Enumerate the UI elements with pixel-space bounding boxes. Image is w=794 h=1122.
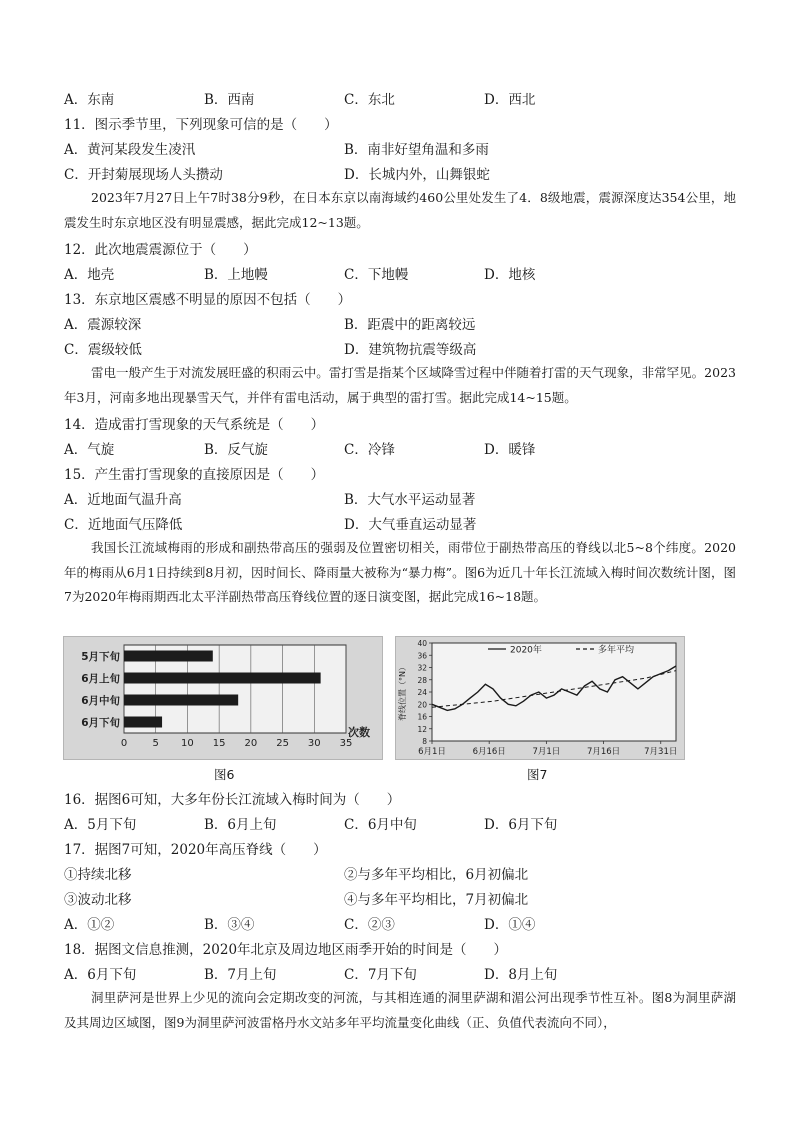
figure-6-caption: 图6 (214, 767, 235, 782)
fig6-category-label: 6月下旬 (81, 717, 120, 729)
q14-option-b: B．反气旋 (204, 442, 268, 458)
fig7-y-tick-label: 12 (417, 724, 427, 734)
figure-6 (63, 636, 383, 760)
fig7-y-tick-label: 20 (417, 700, 427, 710)
q18-option-b: B．7月上旬 (204, 967, 277, 983)
fig7-x-tick-label: 7月31日 (644, 747, 678, 757)
q17-option-a: A．①② (64, 917, 115, 933)
fig6-bar (124, 651, 213, 662)
fig6-category-label: 6月上旬 (81, 673, 120, 685)
q17-statement-1: ①持续北移 (64, 867, 132, 883)
q10-option-c: C．东北 (344, 92, 395, 108)
figure-6-chart (64, 637, 382, 759)
q18-option-d: D．8月上旬 (484, 967, 558, 983)
passage-thundersnow: 雷电一般产生于对流发展旺盛的积雨云中。雷打雪是指某个区域降雪过程中伴随着打雷的天气现象，非常罕见。2023年3月，河南多地出现暴雪天气，并伴有雷电活动，属于典型的雷打雪。据此完成14~15题。 (64, 365, 736, 405)
fig7-x-tick-label: 6月16日 (472, 747, 506, 757)
fig6-x-tick-label: 20 (244, 738, 258, 749)
q13-option-c: C．震级较低 (64, 342, 142, 358)
figure-7-caption: 图7 (527, 767, 548, 782)
q10-option-d: D．西北 (484, 92, 536, 108)
q12-option-d: D．地核 (484, 267, 536, 283)
q16-option-c: C．6月中旬 (344, 817, 417, 833)
q16-stem: 16．据图6可知，大多年份长江流域入梅时间为（ ） (64, 792, 401, 808)
q17-option-b: B．③④ (204, 917, 255, 933)
q12-option-c: C．下地幔 (344, 267, 409, 283)
fig7-y-axis-label: 脊线位置（°N） (398, 663, 407, 721)
fig7-y-tick-label: 36 (417, 651, 427, 661)
q11-option-a: A．黄河某段发生凌汛 (64, 142, 196, 158)
q15-option-d: D．大气垂直运动显著 (344, 517, 477, 533)
q14-option-a: A．气旋 (64, 442, 115, 458)
q17-statement-4: ④与多年平均相比，7月初偏北 (344, 892, 529, 908)
q11-option-c: C．开封菊展现场人头攒动 (64, 167, 223, 183)
q12-option-a: A．地壳 (64, 267, 115, 283)
fig6-x-tick-label: 0 (120, 738, 128, 749)
q17-option-d: D．①④ (484, 917, 536, 933)
fig7-y-tick-label: 8 (422, 737, 427, 746)
q15-option-c: C．近地面气压降低 (64, 517, 183, 533)
fig7-x-tick-label: 7月1日 (532, 747, 561, 757)
q18-option-c: C．7月下旬 (344, 967, 417, 983)
q15-stem: 15．产生雷打雪现象的直接原因是（ ） (64, 467, 325, 483)
passage-tonle-sap: 洞里萨河是世界上少见的流向会定期改变的河流，与其相连通的洞里萨湖和湄公河出现季节性互补。图8为洞里萨湖及其周边区域图，图9为洞里萨河波雷格丹水文站多年平均流量变化曲线（正、负值代表流向不同）， (64, 990, 736, 1030)
q14-option-d: D．暖锋 (484, 442, 536, 458)
q10-option-a: A．东南 (64, 92, 115, 108)
fig6-x-tick-label: 25 (276, 738, 289, 749)
fig7-legend-label: 多年平均 (598, 645, 635, 656)
fig6-x-tick-label: 15 (212, 738, 226, 749)
fig7-y-tick-label: 24 (417, 688, 427, 697)
fig7-y-tick-label: 40 (417, 639, 427, 648)
q11-option-b: B．南非好望角温和多雨 (344, 142, 489, 158)
fig6-bar (124, 673, 321, 684)
q12-stem: 12．此次地震震源位于（ ） (64, 242, 257, 258)
fig6-bar (124, 717, 162, 728)
q11-option-d: D．长城内外，山舞银蛇 (344, 167, 490, 183)
fig6-x-tick-label: 5 (152, 738, 159, 749)
fig6-x-tick-label: 35 (339, 738, 353, 749)
fig7-y-tick-label: 32 (417, 663, 427, 673)
q13-option-b: B．距震中的距离较远 (344, 317, 476, 333)
passage-meiyu: 我国长江流域梅雨的形成和副热带高压的强弱及位置密切相关，雨带位于副热带高压的脊线以北5~8个纬度。2020年的梅雨从6月1日持续到8月初，因时间长、降雨量大被称为“暴力梅”。图6为近几十年长江流域入梅时间次数统计图，图7为2020年梅雨期西北太平洋副热带高压脊线位置的逐日演变图，据此完成16~18题。 (64, 540, 736, 604)
q14-option-c: C．冷锋 (344, 442, 395, 458)
fig7-x-tick-label: 7月16日 (586, 747, 621, 757)
q10-option-b: B．西南 (204, 92, 255, 108)
q12-option-b: B．上地幔 (204, 267, 268, 283)
q17-stem: 17．据图7可知，2020年高压脊线（ ） (64, 842, 327, 858)
fig6-category-label: 5月下旬 (81, 651, 120, 663)
passage-earthquake: 2023年7月27日上午7时38分9秒，在日本东京以南海域约460公里处发生了4．8级地震，震源深度达354公里，地震发生时东京地区没有明显震感，据此完成12~13题。 (64, 190, 736, 230)
figure-7 (395, 636, 685, 760)
fig6-bar (124, 695, 238, 706)
q13-stem: 13．东京地区震感不明显的原因不包括（ ） (64, 292, 352, 308)
fig6-x-tick-label: 10 (181, 738, 194, 749)
q15-option-a: A．近地面气温升高 (64, 492, 182, 508)
q13-option-d: D．建筑物抗震等级高 (344, 342, 477, 358)
fig7-y-tick-label: 16 (417, 712, 427, 722)
q17-statement-3: ③波动北移 (64, 892, 132, 908)
q16-option-a: A．5月下旬 (64, 817, 137, 833)
q18-option-a: A．6月下旬 (64, 967, 137, 983)
fig6-x-tick-label: 30 (307, 738, 321, 749)
figure-7-chart (396, 637, 684, 759)
q16-option-d: D．6月下旬 (484, 817, 558, 833)
fig7-x-tick-label: 6月1日 (418, 747, 446, 757)
q16-option-b: B．6月上旬 (204, 817, 277, 833)
fig7-legend-label: 2020年 (510, 645, 542, 656)
q18-stem: 18．据图文信息推测，2020年北京及周边地区雨季开始的时间是（ ） (64, 942, 508, 958)
fig6-category-label: 6月中旬 (81, 695, 120, 707)
q15-option-b: B．大气水平运动显著 (344, 492, 476, 508)
q17-option-c: C．②③ (344, 917, 395, 933)
q11-stem: 11．图示季节里，下列现象可信的是（ ） (64, 117, 338, 133)
q14-stem: 14．造成雷打雪现象的天气系统是（ ） (64, 417, 325, 433)
fig7-y-tick-label: 28 (417, 675, 427, 685)
q17-statement-2: ②与多年平均相比，6月初偏北 (344, 867, 529, 883)
fig6-x-axis-label: 次数 (348, 726, 370, 739)
q13-option-a: A．震源较深 (64, 317, 142, 333)
